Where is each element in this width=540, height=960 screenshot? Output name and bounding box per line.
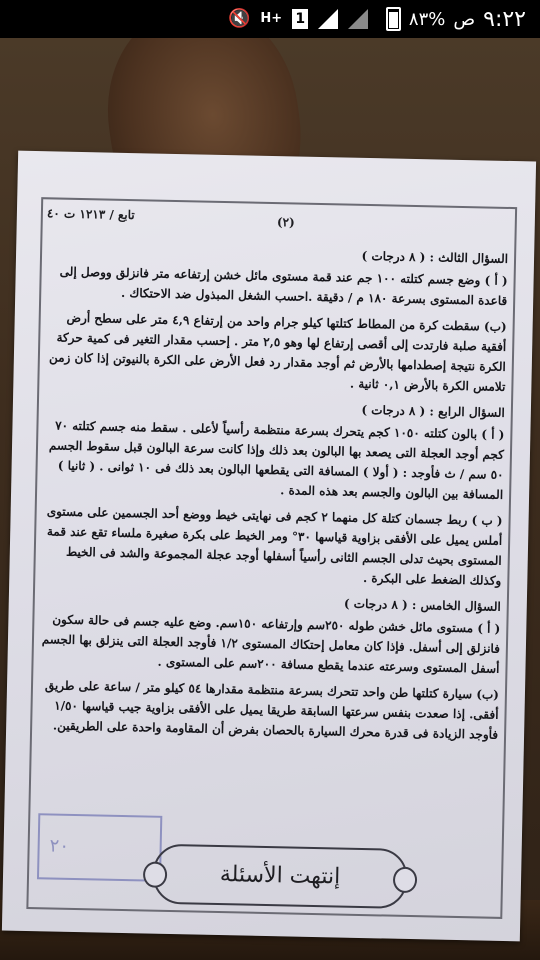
sim-slot-badge: 1	[292, 9, 308, 29]
question-score: ( ٨ درجات )	[343, 596, 408, 612]
item-mark: ( أ )	[484, 273, 508, 288]
question-4a	[43, 415, 505, 505]
question-score: ( ٨ درجات )	[361, 402, 426, 419]
signal-icon-secondary	[348, 9, 368, 29]
continuation-label: تابع / ١٢١٣ ت ٤٠	[46, 206, 135, 223]
question-score: ( ٨ درجات )	[361, 248, 426, 265]
end-text: إنتهت الأسئلة	[219, 862, 341, 890]
question-title: السؤال الثالث :	[429, 250, 509, 266]
mute-icon: 🔇	[228, 8, 251, 29]
page-number: (٢)	[276, 215, 295, 230]
question-3b	[45, 307, 507, 397]
question-4b	[41, 501, 503, 591]
item-mark: ( ب )	[471, 513, 503, 528]
question-3a	[47, 261, 508, 311]
am-pm: ص	[453, 8, 476, 30]
network-type: H+	[260, 11, 283, 26]
exam-paper	[2, 151, 536, 942]
question-title: السؤال الخامس :	[411, 598, 501, 614]
question-5a	[39, 609, 500, 679]
item-text: ربط جسمان كتلة كل منهما ٢ كجم فى نهايتى خيط ووضع أحد الجسمين على مستوى أملس يميل على الأفقى بزاوية قياسها ٣٠° ومر الخيط على بكرة صغيرة ملساء تقع عند قمة المستوى بحيث تدلى الجسم الثانى رأسياً أسفلها أوجد عجلة المجموعة والشد فى الخيط وكذلك الضغط على البكرة .	[46, 504, 503, 588]
signal-icon	[318, 9, 338, 29]
exam-content	[38, 233, 509, 751]
item-text: وضع جسم كتلته ١٠٠ جم عند قمة مستوى مائل خشن إرتفاعه متر فانزلق ووصل إلى قاعدة المستوى بسرعة ١٨٠ م / دقيقة .احسب الشغل المبذول ضد الاحتكاك .	[59, 264, 508, 308]
item-mark: (ب)	[476, 687, 500, 702]
end-of-questions-banner	[152, 844, 407, 909]
item-mark: ( أ )	[481, 427, 505, 442]
clock: ٩:٢٢	[483, 6, 526, 32]
status-icons-left	[0, 0, 368, 38]
item-text: سقطت كرة من المطاط كتلتها كيلو جرام واحد من إرتفاع ٤,٩ متر على سطح أرض أفقية صلبة فارتدت إلى أقصى إرتفاع لها وهو ٢,٥ متر . إحسب مقدار التغير فى كمية حركة الكرة نتيجة إصطدامها بالأرض ثم أوجد مقدار رد فعل الأرض على الكرة بالنيوتن إذا كان زمن تلامس الكرة بالأرض ٠,١ ثانية .	[48, 310, 507, 394]
question-5b	[38, 675, 499, 745]
item-text: بالون كتلته ١٠٥٠ كجم يتحرك بسرعة منتظمة رأسياً لأعلى . سقط منه جسم كتلته ٧٠ كجم أوجد العجلة التى يصعد بها البالون بعد ذلك وإذا كانت سرعة البالون قبل سقوط الجسم ٥٠ سم / ث فأوجد : ( أولا ) المسافة التى يقطعها البالون بعد ذلك فى ١٠ ثوانى . ( ثانيا ) المسافة بين البالون والجسم بعد هذه المدة .	[48, 418, 505, 502]
status-bar	[0, 0, 540, 38]
question-title: السؤال الرابع :	[429, 404, 505, 420]
photo	[0, 38, 540, 960]
battery-icon	[386, 7, 401, 31]
item-text: مستوى مائل خشن طوله ٢٥٠سم وإرتفاعه ١٥٠سم. وضع عليه جسم فى حالة سكون فانزلق إلى أسفل. فإذا كان معامل إحتكاك المستوى ١/٢ فأوجد العجلة التى ينزلق بها الجسم أسفل المستوى وسرعته عندما يقطع مسافة ٢٠٠سم على المستوى .	[41, 612, 501, 676]
status-icons-right	[386, 0, 540, 38]
item-text: سيارة كتلتها طن واحد تتحرك بسرعة منتظمة مقدارها ٥٤ كيلو متر / ساعة على طريق أفقى. إذا صعدت بنفس سرعتها السابقة طريقا يميل على الأفقى بزاوية جيب قياسها ١/٥٠ فأوجد الزيادة فى قدرة محرك السيارة بالحصان بفرض أن المقاومة واحدة على الطريقين.	[44, 678, 499, 742]
battery-percent: ٨٣%	[408, 8, 446, 30]
item-mark: ( أ )	[477, 621, 501, 636]
banner-ornament-left	[143, 861, 168, 887]
stamp-text: ٢٠	[49, 835, 70, 857]
item-mark: (ب)	[483, 319, 507, 334]
